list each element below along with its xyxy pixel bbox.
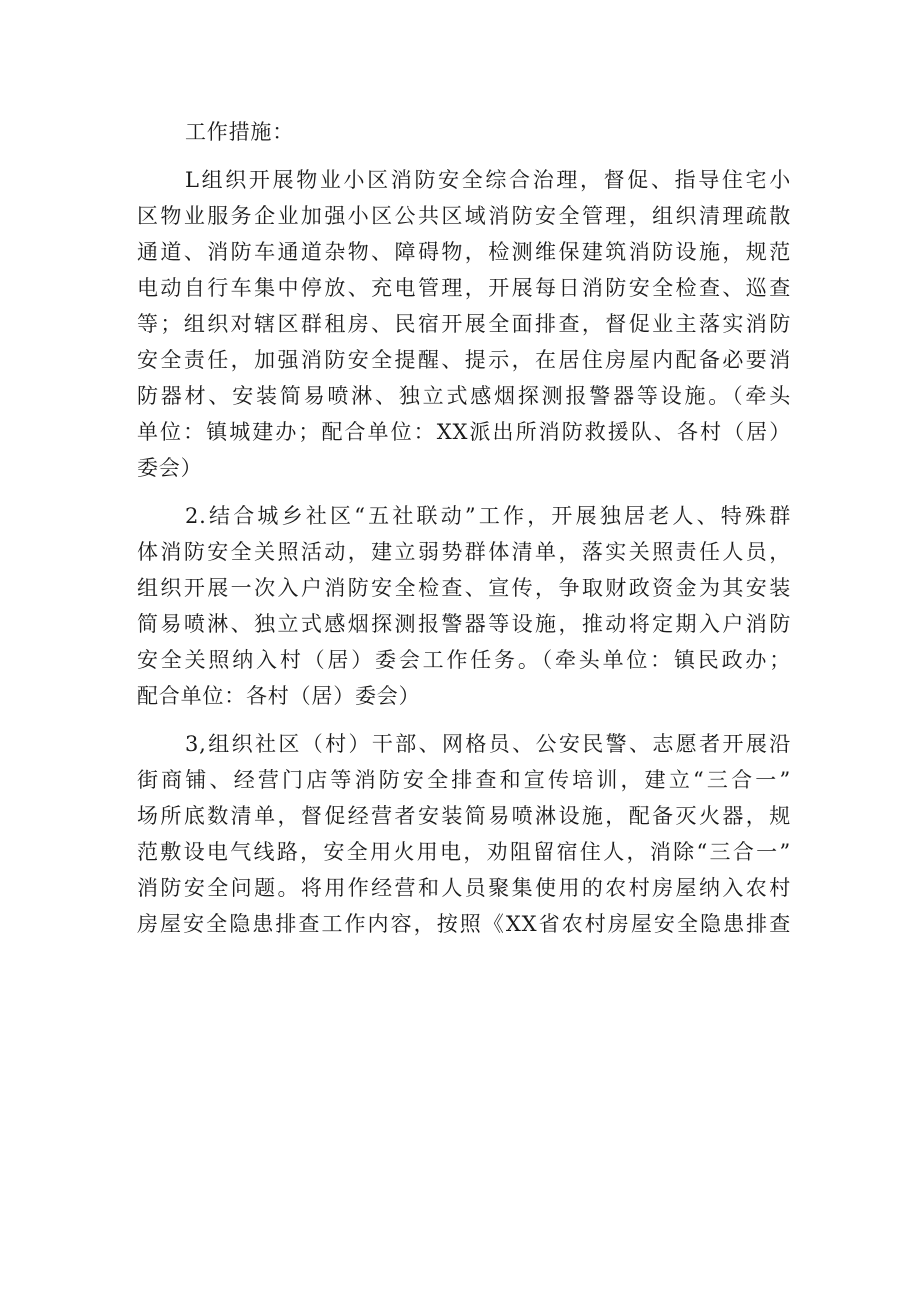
text-line: 场所底数清单，督促经营者安装简易喷淋设施，配备灭火器，规 — [137, 804, 791, 828]
text-line: 简易喷淋、独立式感烟探测报警器等设施，推动将定期入户消防 — [137, 612, 791, 636]
text-line: 电动自行车集中停放、充电管理，开展每日消防安全检查、巡查 — [137, 276, 791, 300]
text-line: 通道、消防车通道杂物、障碍物，检测维保建筑消防设施，规范 — [137, 240, 791, 264]
text-line: 安全责任，加强消防安全提醒、提示，在居住房屋内配备必要消 — [137, 348, 791, 372]
text-line: 消防安全问题。将用作经营和人员聚集使用的农村房屋纳入农村 — [137, 876, 791, 900]
text-line: 2.结合城乡社区“五社联动”工作，开展独居老人、特殊群 — [185, 504, 791, 528]
paragraph-3 — [137, 726, 791, 942]
document-body — [137, 114, 791, 954]
text-line: 范敷设电气线路，安全用火用电，劝阻留宿住人，消除“三合一” — [137, 840, 791, 864]
text-line: 体消防安全关照活动，建立弱势群体清单，落实关照责任人员， — [137, 540, 791, 564]
section-heading: 工作措施： — [185, 120, 294, 144]
text-line: 安全关照纳入村（居）委会工作任务。（牵头单位：镇民政办； — [137, 648, 791, 672]
paragraph-1 — [137, 162, 791, 486]
text-line: 委会） — [137, 456, 203, 480]
text-line: 防器材、安装简易喷淋、独立式感烟探测报警器等设施。（牵头 — [137, 384, 791, 408]
text-line: 单位：镇城建办；配合单位：XX派出所消防救援队、各村（居） — [137, 420, 791, 444]
text-line: 等；组织对辖区群租房、民宿开展全面排查，督促业主落实消防 — [137, 312, 791, 336]
text-line: 3,组织社区（村）干部、网格员、公安民警、志愿者开展沿 — [185, 732, 791, 756]
text-line: 街商铺、经营门店等消防安全排查和宣传培训，建立“三合一” — [137, 768, 791, 792]
text-line: 区物业服务企业加强小区公共区域消防安全管理，组织清理疏散 — [137, 204, 791, 228]
text-line: L组织开展物业小区消防安全综合治理，督促、指导住宅小 — [185, 168, 791, 192]
text-line: 房屋安全隐患排查工作内容，按照《XX省农村房屋安全隐患排查 — [137, 912, 791, 936]
text-line: 配合单位：各村（居）委会） — [137, 684, 421, 708]
text-line: 组织开展一次入户消防安全检查、宣传，争取财政资金为其安装 — [137, 576, 791, 600]
paragraph-2 — [137, 498, 791, 714]
